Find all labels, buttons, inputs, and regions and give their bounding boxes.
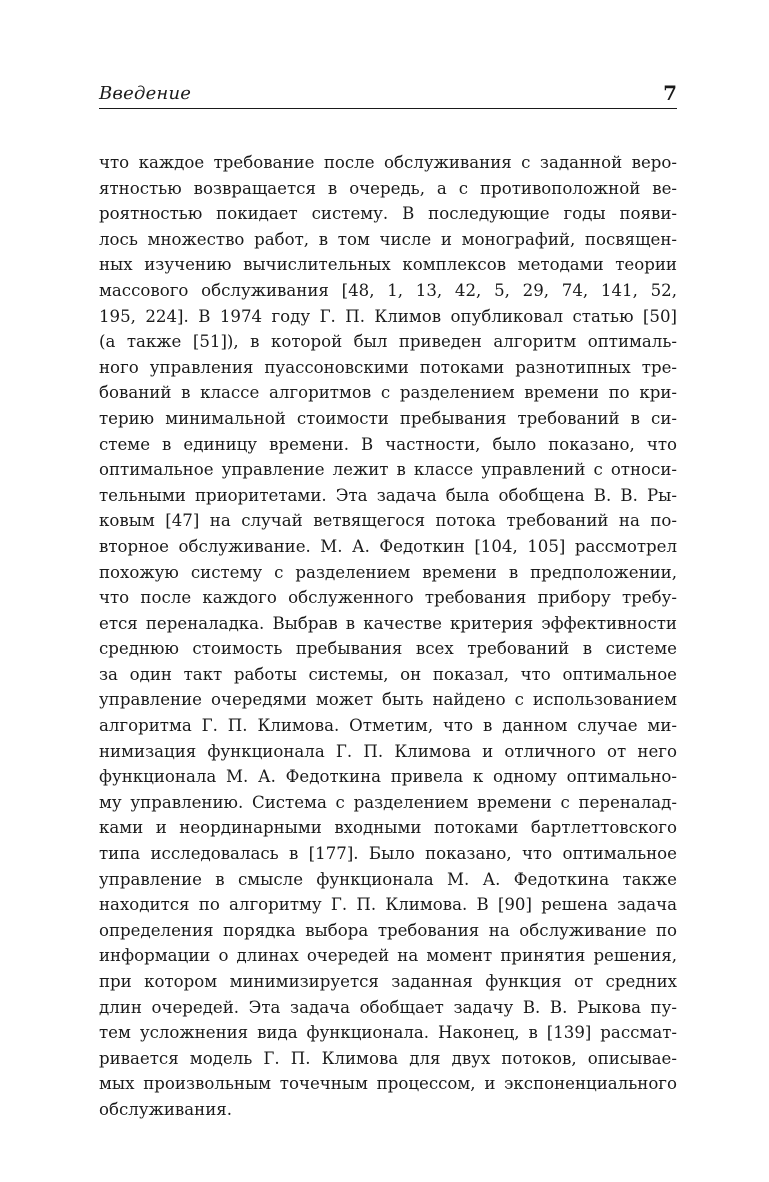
text-line: бований в классе алгоритмов с разделением времени по кри- [99, 383, 677, 403]
text-line: терию минимальной стоимости пребывания требований в си- [99, 408, 677, 428]
text-line: ных изучению вычислительных комплексов методами теории [99, 255, 677, 275]
text-line: тельными приоритетами. Эта задача была обобщена В. В. Ры- [99, 485, 677, 505]
text-line: определения порядка выбора требования на обслуживание по [99, 920, 677, 940]
text-line: алгоритма Г. П. Климова. Отметим, что в данном случае ми- [99, 716, 677, 736]
text-line: мых произвольным точечным процессом, и экспоненциального [99, 1074, 677, 1094]
text-line: ривается модель Г. П. Климова для двух потоков, описывае- [99, 1048, 677, 1068]
text-line: похожую систему с разделением времени в предположении, [99, 562, 677, 582]
text-line: что каждое требование после обслуживания с заданной веро- [99, 153, 677, 172]
text-line: ковым [47] на случай ветвящегося потока требований на по- [99, 511, 677, 531]
text-line: тем усложнения вида функционала. Наконец, в [139] рассмат- [99, 1023, 677, 1043]
text-line: управление очередями может быть найдено с использованием [99, 690, 677, 710]
text-line: при котором минимизируется заданная функция от средних [99, 972, 677, 991]
text-line: что после каждого обслуженного требования прибору требу- [99, 588, 677, 608]
text-line: ками и неординарными входными потоками бартлеттовского [99, 818, 677, 838]
section-title: Введение [99, 83, 192, 104]
text-line: ятностью возвращается в очередь, а с противоположной ве- [99, 178, 677, 198]
text-line: за один такт работы системы, он показал, что оптимальное [99, 664, 677, 684]
text-line: функционала М. А. Федоткина привела к одному оптимально- [99, 767, 677, 787]
text-line: обслуживания. [99, 1099, 233, 1119]
text-line: 195, 224]. В 1974 году Г. П. Климов опубликовал статью [50] [99, 306, 677, 326]
text-line: ного управления пуассоновскими потоками разнотипных тре- [99, 357, 677, 377]
text-line: роятностью покидает систему. В последующие годы появи- [99, 204, 677, 224]
text-line: му управлению. Система с разделением времени с переналад- [99, 792, 677, 812]
text-line: нимизация функционала Г. П. Климова и отличного от него [99, 741, 677, 761]
text-line: находится по алгоритму Г. П. Климова. В [90] решена задача [99, 895, 677, 915]
text-line: массового обслуживания [48, 1, 13, 42, 5, 29, 74, 141, 52, [99, 280, 677, 300]
text-line: стеме в единицу времени. В частности, было показано, что [99, 434, 677, 454]
body-text [99, 150, 677, 1123]
text-line: ется переналадка. Выбрав в качестве критерия эффективности [99, 613, 677, 633]
text-line: длин очередей. Эта задача обобщает задачу В. В. Рыкова пу- [99, 997, 677, 1017]
text-line: информации о длинах очередей на момент принятия решения, [99, 946, 677, 966]
text-line: оптимальное управление лежит в классе управлений с относи- [99, 460, 677, 480]
text-line: (а также [51]), в которой был приведен алгоритм оптималь- [99, 332, 677, 352]
text-line: типа исследовалась в [177]. Было показано, что оптимальное [99, 844, 677, 864]
text-line: вторное обслуживание. М. А. Федоткин [104, 105] рассмотрел [99, 536, 677, 556]
text-line: управление в смысле функционала М. А. Федоткина также [99, 869, 677, 889]
text-line: лось множество работ, в том числе и монографий, посвящен- [99, 229, 677, 249]
running-head [99, 78, 677, 109]
page-number: 7 [663, 81, 677, 105]
text-line: среднюю стоимость пребывания всех требований в системе [99, 639, 677, 659]
